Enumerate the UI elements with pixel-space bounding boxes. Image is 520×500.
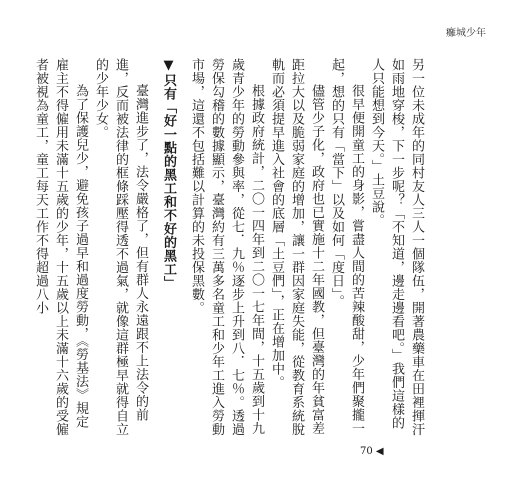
running-head: 癱城少年 <box>446 28 486 39</box>
page-marker-icon: ◀ <box>375 446 384 457</box>
paragraph: 臺灣進步了，法令嚴格了，但有群人永遠跟不上法令的前進，反而被法律的框條踩壓得透不過氣，就像這群極早就得自立的少年少女。 <box>93 58 148 436</box>
body-text <box>33 58 426 438</box>
paragraph: 很早便開童工的身影，嘗盡人間的苦辣酸甜，少年們聚攏一起，想的只有「當下」以及如何「度日」。 <box>329 58 364 435</box>
paragraph: 根據政府統計，二〇一四年到二〇一七年間，十五歲到十九歲青少年的勞動參與率，從七．九％逐步上升到八．七％。透過勞保勾稽的數據顯示，臺灣約有三萬多名童工和少年工進入勞動市場，這還不包括難以計算的未投保黑數。 <box>189 58 264 436</box>
page-folio <box>360 446 384 457</box>
section-heading: ▼只有「好一點的黑工和不好的黑工」 <box>161 58 176 290</box>
paragraph: 為了保護兒少，避免孩子過早和過度勞動，《勞基法》規定雇主不得僱用未滿十五歲的少年，十五歲以上未滿十六歲的受僱者被視為童工，童工每天工作不得超過八小 <box>33 58 88 436</box>
paragraph: 另一位未成年的同村友人三人一個隊伍，開著農藥車在田裡揮汗如雨地穿梭，下一步呢？「不知道，邊走邊看吧。」我們這樣的人只能想到今天。」土豆說。 <box>369 58 424 436</box>
page-number: 70 <box>360 446 373 457</box>
paragraph: 儘管少子化，政府也已實施十二年國教，但臺灣的年貧富差距拉大以及脆弱家庭的增加，讓一群因家庭失能，從教育系統脫軌而必須提早進入社會的底層「土豆們」，正在增加中。 <box>269 58 324 436</box>
